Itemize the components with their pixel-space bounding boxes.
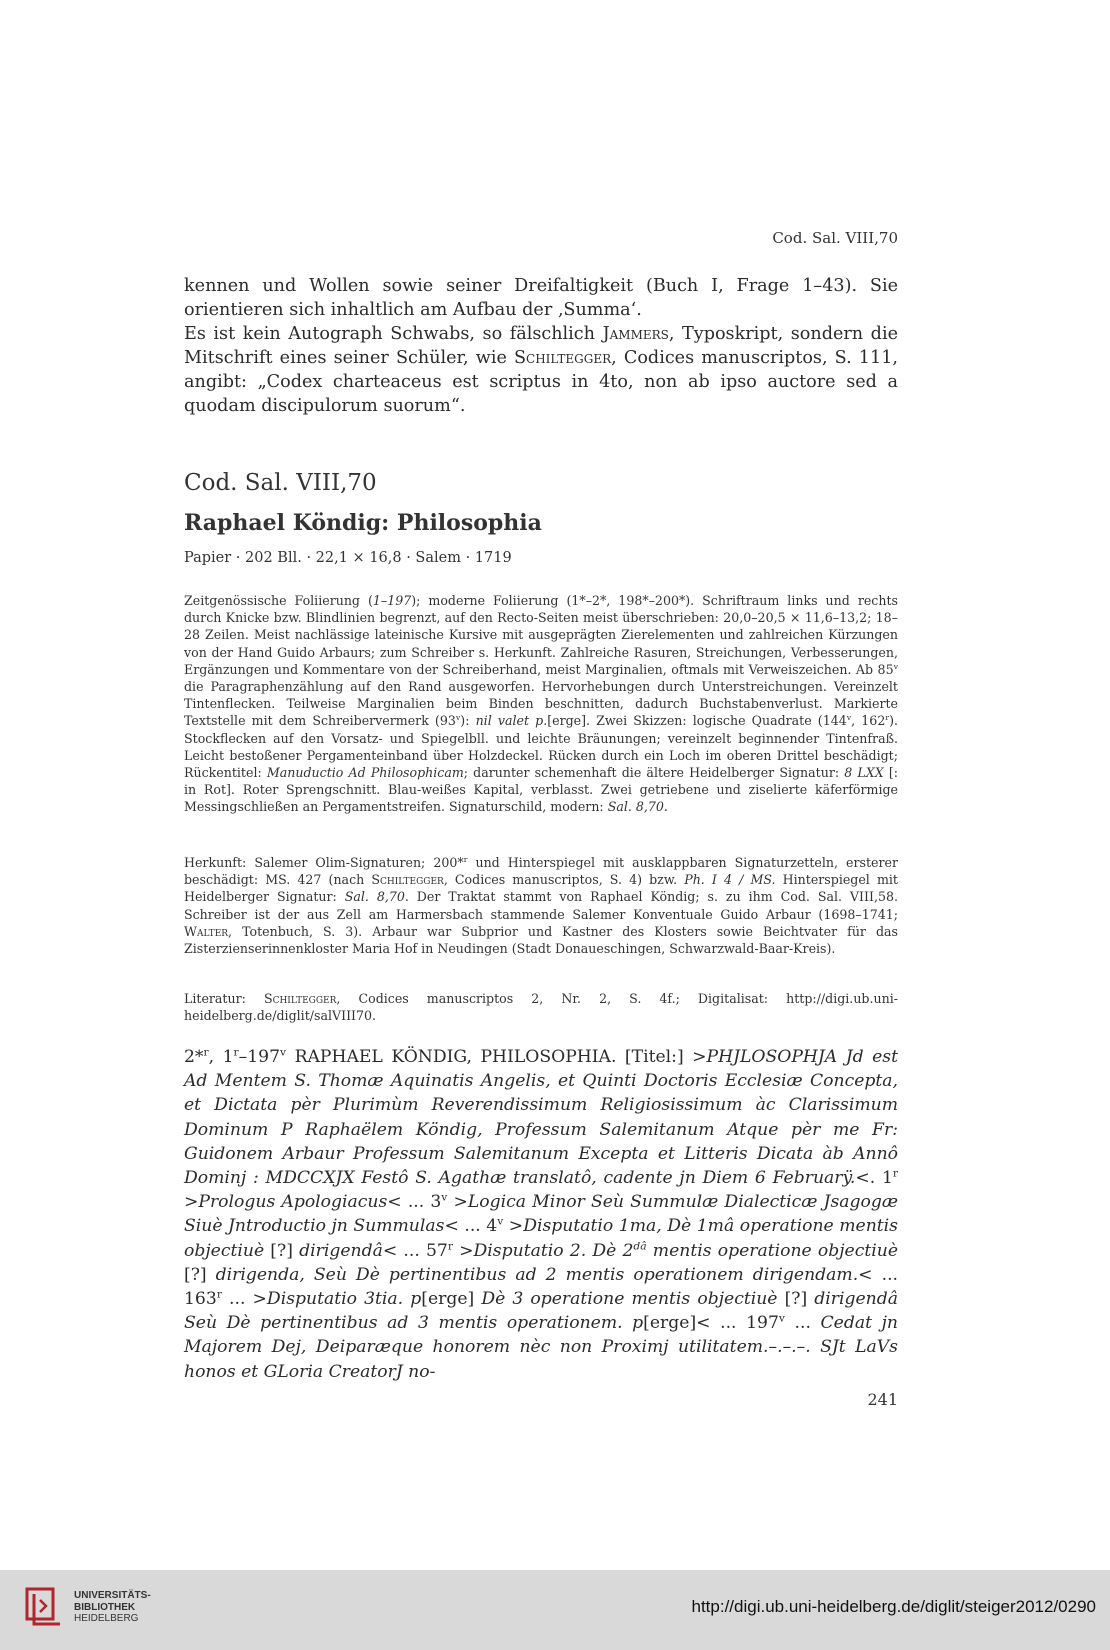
section-title: Raphael Köndig: Philosophia (184, 510, 542, 536)
codex-meta: Papier · 202 Bll. · 22,1 × 16,8 · Salem · 1719 (184, 550, 512, 566)
footer-bar (0, 1570, 1110, 1650)
codex-description: Zeitgenössische Foliierung (1–197); moderne Foliierung (1*–2*, 198*–200*). Schriftraum links und rechts durch Knicke bzw. Blindlinien begrenzt, auf den Recto-Seiten meist überschrieben: 20,0–20,5 × 11,6–13,2; 18–28 Zeilen. Meist nachlässige lateinische Kursive mit ausgeprägten Zierelementen und zahlreichen Kürzungen von der Hand Guido Arbaurs; zum Schreiber s. Herkunft. Zahlreiche Rasuren, Streichungen, Verbesserungen, Ergänzungen und Kommentare von der Schreiberhand, meist Marginalien, oftmals mit Verweiszeichen. Ab 85$^v$ die Paragraphenzählung auf den Rand ausgeworfen. Hervorhebungen durch Unterstreichungen. Vereinzelt Tintenflecken. Teilweise Marginalien beim Binden beschnitten, dadurch Buchstabenverlust. Markierte Textstelle mit dem Schreibervermerk (93$^v$): nil valet p.[erge]. Zwei Skizzen: logische Quadrate (144$^v$, 162$^r$). Stockflecken auf den Vorsatz- und Spiegelbll. und leichte Bräunungen; vereinzelt beginnender Tintenfraß. Leicht bestoßener Pergamenteinband über Holzdeckel. Rücken durch ein Loch im oberen Drittel beschädigt; Rückentitel: Manuductio Ad Philosophicam; darunter schemenhaft die ältere Heidelberger Signatur: 8 LXX [: in Rot]. Roter Sprengschnitt. Blau-weißes Kapital, verblasst. Zwei getriebene und ziselierte käferförmige Messingschließen an Pergamentstreifen. Signaturschild, modern: Sal. 8,70. (184, 593, 898, 815)
intro-paragraph-2: Es ist kein Autograph Schwabs, so fälschlich Jammers, Typoskript, sondern die Mitschrift eines seiner Schüler, wie Schiltegger, Codices manuscriptos, S. 111, angibt: „Codex charteaceus est scriptus in 4to, non ab ipso auctore sed a quodam discipulorum suorum“. (184, 324, 898, 416)
section-heading: Cod. Sal. VIII,70 (184, 470, 377, 496)
ub-heidelberg-logo-icon[interactable] (24, 1586, 64, 1630)
page-number: 241 (867, 1390, 898, 1409)
content-entry: 2*$^r$, 1$^r$–197$^v$ RAPHAEL KÖNDIG, PHILOSOPHIA. [Titel:] >PHJLOSOPHJA Jd est Ad Mentem S. Thomæ Aquinatis Angelis, et Quinti Doctoris Ecclesiæ Concepta, et Dictata pèr Plurimùm Reverendissimum Religiosissimum àc Clarissimum Dominum P Raphaëlem Köndig, Professum Salemitanum Atque pèr me Fr: Guidonem Arbaur Professum Salemitanum Excepta et Litteris Dicata àb Annô Dominj : MDCCXJX Festô S. Agathæ translatô, cadente jn Diem 6 Februarÿ.<. $1^r$ >Prologus Apologiacus< ... $3^v$ >Logica Minor Seù Summulæ Dialecticæ Jsagogæ Siuè Jntroductio jn Summulas< ... $4^v$ >Disputatio 1ma, Dè 1mâ operatione mentis objectiuè [?] dirigendâ< ... $57^r$ >Disputatio 2. Dè $2^{dâ}$ mentis operatione objectiuè [?] dirigenda, Seù Dè pertinentibus ad 2 mentis operationem dirigendam.< ... 163$^r$ ... >Disputatio 3tia. p[erge] Dè 3 operatione mentis objectiuè [?] dirigendâ Seù Dè pertinentibus ad 3 mentis operationem. p[erge]< ... 197$^v$ ... Cedat jn Majorem Dej, Deiparæque honorem nèc non Proximj utilitatem.–.–.–. SJt LaVs honos et GLoria CreatorJ no- (184, 1045, 899, 1382)
library-name[interactable]: UNIVERSITÄTS- BIBLIOTHEK HEIDELBERG (74, 1590, 151, 1624)
intro-paragraph-1: kennen und Wollen sowie seiner Dreifaltigkeit (Buch I, Frage 1–43). Sie orientieren sich inhaltlich am Aufbau der ‚Summa‘. (184, 276, 898, 320)
source-url-link[interactable]: http://digi.ub.uni-heidelberg.de/diglit/steiger2012/0290 (691, 1597, 1096, 1616)
codex-literature: Literatur: Schiltegger, Codices manuscriptos 2, Nr. 2, S. 4f.; Digitalisat: http://digi.ub.uni-heidelberg.de/diglit/salVIII70. (184, 991, 898, 1024)
running-head: Cod. Sal. VIII,70 (772, 229, 898, 247)
codex-origin: Herkunft: Salemer Olim-Signaturen; 200*$^r$ und Hinterspiegel mit ausklappbaren Signaturzetteln, ersterer beschädigt: MS. 427 (nach Schiltegger, Codices manuscriptos, S. 4) bzw. Ph. I 4 / MS. Hinterspiegel mit Heidelberger Signatur: Sal. 8,70. Der Traktat stammt von Raphael Köndig; s. zu ihm Cod. Sal. VIII,58. Schreiber ist der aus Zell am Harmersbach stammende Salemer Konventuale Guido Arbaur (1698–1741; Walter, Totenbuch, S. 3). Arbaur war Subprior und Kastner des Klosters sowie Beichtvater für das Zisterzienserinnenkloster Maria Hof in Neudingen (Stadt Donaueschingen, Schwarzwald-Baar-Kreis). (184, 854, 899, 957)
intro-text (184, 274, 898, 418)
